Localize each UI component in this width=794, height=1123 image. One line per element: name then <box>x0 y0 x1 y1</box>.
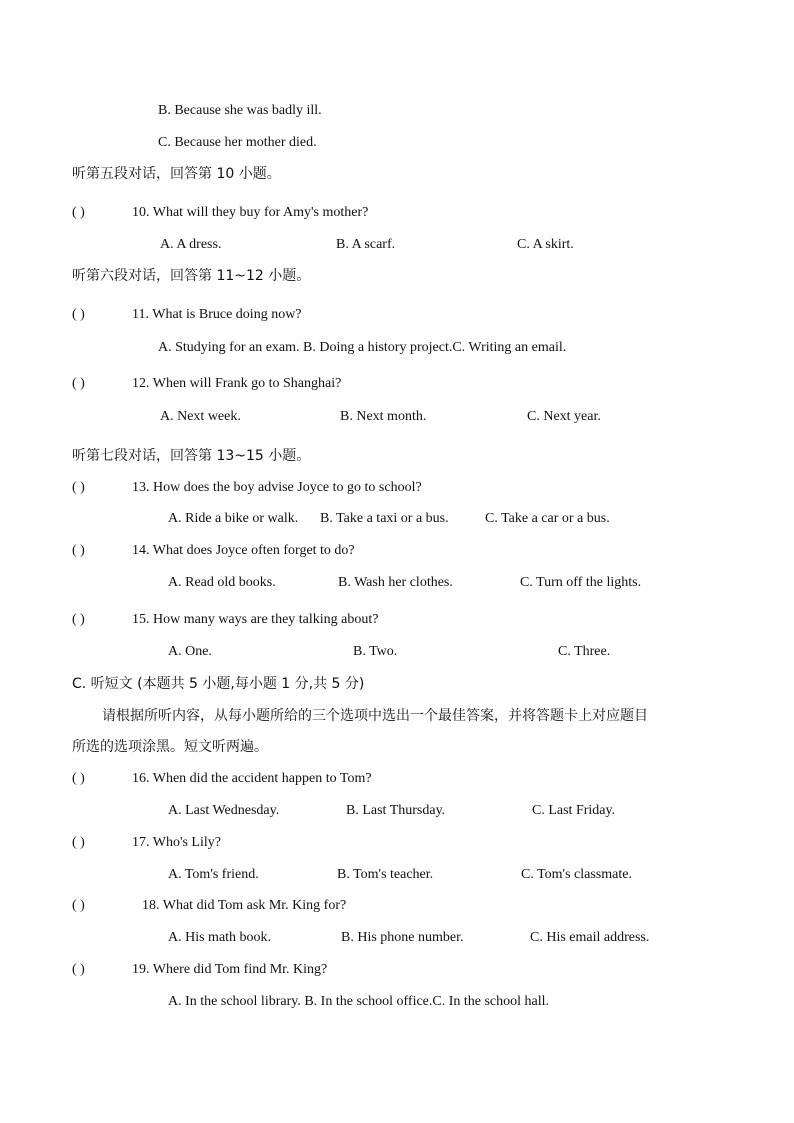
option-16b: B. Last Thursday. <box>346 803 446 818</box>
section-heading-5: 听第五段对话，回答第 10 小题。 <box>72 166 281 182</box>
option-9b: B. Because she was badly ill. <box>158 103 322 118</box>
answer-blank: ( ) <box>72 376 85 391</box>
question-18 <box>72 897 346 915</box>
question-text: 15. How many ways are they talking about? <box>132 612 379 627</box>
answer-blank: ( ) <box>72 480 85 495</box>
question-text: 18. What did Tom ask Mr. King for? <box>142 898 347 913</box>
option-9c: C. Because her mother died. <box>158 135 317 150</box>
question-16 <box>72 770 372 788</box>
option-10a: A. A dress. <box>160 237 222 252</box>
question-text: 10. What will they buy for Amy's mother? <box>132 205 369 220</box>
option-16c: C. Last Friday. <box>532 803 616 818</box>
option-12a: A. Next week. <box>160 409 241 424</box>
option-14a: A. Read old books. <box>168 575 276 590</box>
section-heading-7: 听第七段对话，回答第 13~15 小题。 <box>72 448 311 464</box>
option-10b: B. A scarf. <box>336 237 396 252</box>
answer-blank: ( ) <box>72 205 85 220</box>
question-17 <box>72 834 221 852</box>
option-17a: A. Tom's friend. <box>168 867 259 882</box>
question-14 <box>72 542 355 560</box>
answer-blank: ( ) <box>72 612 85 627</box>
option-10c: C. A skirt. <box>517 237 574 252</box>
option-14b: B. Wash her clothes. <box>338 575 453 590</box>
question-text: 17. Who's Lily? <box>132 835 221 850</box>
option-15a: A. One. <box>168 644 212 659</box>
option-15c: C. Three. <box>558 644 611 659</box>
part-c-instructions-2: 所选的选项涂黑。短文听两遍。 <box>72 739 268 755</box>
part-c-heading: C. 听短文 (本题共 5 小题,每小题 1 分,共 5 分) <box>72 676 365 692</box>
question-text: 16. When did the accident happen to Tom? <box>132 771 372 786</box>
section-heading-6: 听第六段对话，回答第 11~12 小题。 <box>72 268 311 284</box>
question-11 <box>72 306 302 324</box>
answer-blank: ( ) <box>72 543 85 558</box>
option-12c: C. Next year. <box>527 409 601 424</box>
question-text: 13. How does the boy advise Joyce to go to school? <box>132 480 422 495</box>
option-17b: B. Tom's teacher. <box>337 867 434 882</box>
question-15 <box>72 611 379 629</box>
question-19 <box>72 961 327 979</box>
options-11: A. Studying for an exam. B. Doing a history project.C. Writing an email. <box>158 340 567 355</box>
option-18b: B. His phone number. <box>341 930 464 945</box>
option-13c: C. Take a car or a bus. <box>485 511 610 526</box>
question-10 <box>72 204 368 222</box>
answer-blank: ( ) <box>72 771 85 786</box>
question-13 <box>72 479 422 497</box>
option-14c: C. Turn off the lights. <box>520 575 642 590</box>
option-16a: A. Last Wednesday. <box>168 803 280 818</box>
answer-blank: ( ) <box>72 835 85 850</box>
option-12b: B. Next month. <box>340 409 427 424</box>
answer-blank: ( ) <box>72 898 85 913</box>
option-15b: B. Two. <box>353 644 398 659</box>
option-17c: C. Tom's classmate. <box>521 867 632 882</box>
option-13a: A. Ride a bike or walk. <box>168 511 299 526</box>
part-c-instructions-1: 请根据所听内容，从每小题所给的三个选项中选出一个最佳答案，并将答题卡上对应题目 <box>102 708 648 724</box>
question-text: 14. What does Joyce often forget to do? <box>132 543 355 558</box>
option-13b: B. Take a taxi or a bus. <box>320 511 449 526</box>
options-19: A. In the school library. B. In the school office.C. In the school hall. <box>168 994 550 1009</box>
question-text: 12. When will Frank go to Shanghai? <box>132 376 342 391</box>
option-18a: A. His math book. <box>168 930 272 945</box>
option-18c: C. His email address. <box>530 930 650 945</box>
question-text: 19. Where did Tom find Mr. King? <box>132 962 328 977</box>
question-12 <box>72 375 341 393</box>
question-text: 11. What is Bruce doing now? <box>132 307 302 322</box>
answer-blank: ( ) <box>72 307 85 322</box>
answer-blank: ( ) <box>72 962 85 977</box>
